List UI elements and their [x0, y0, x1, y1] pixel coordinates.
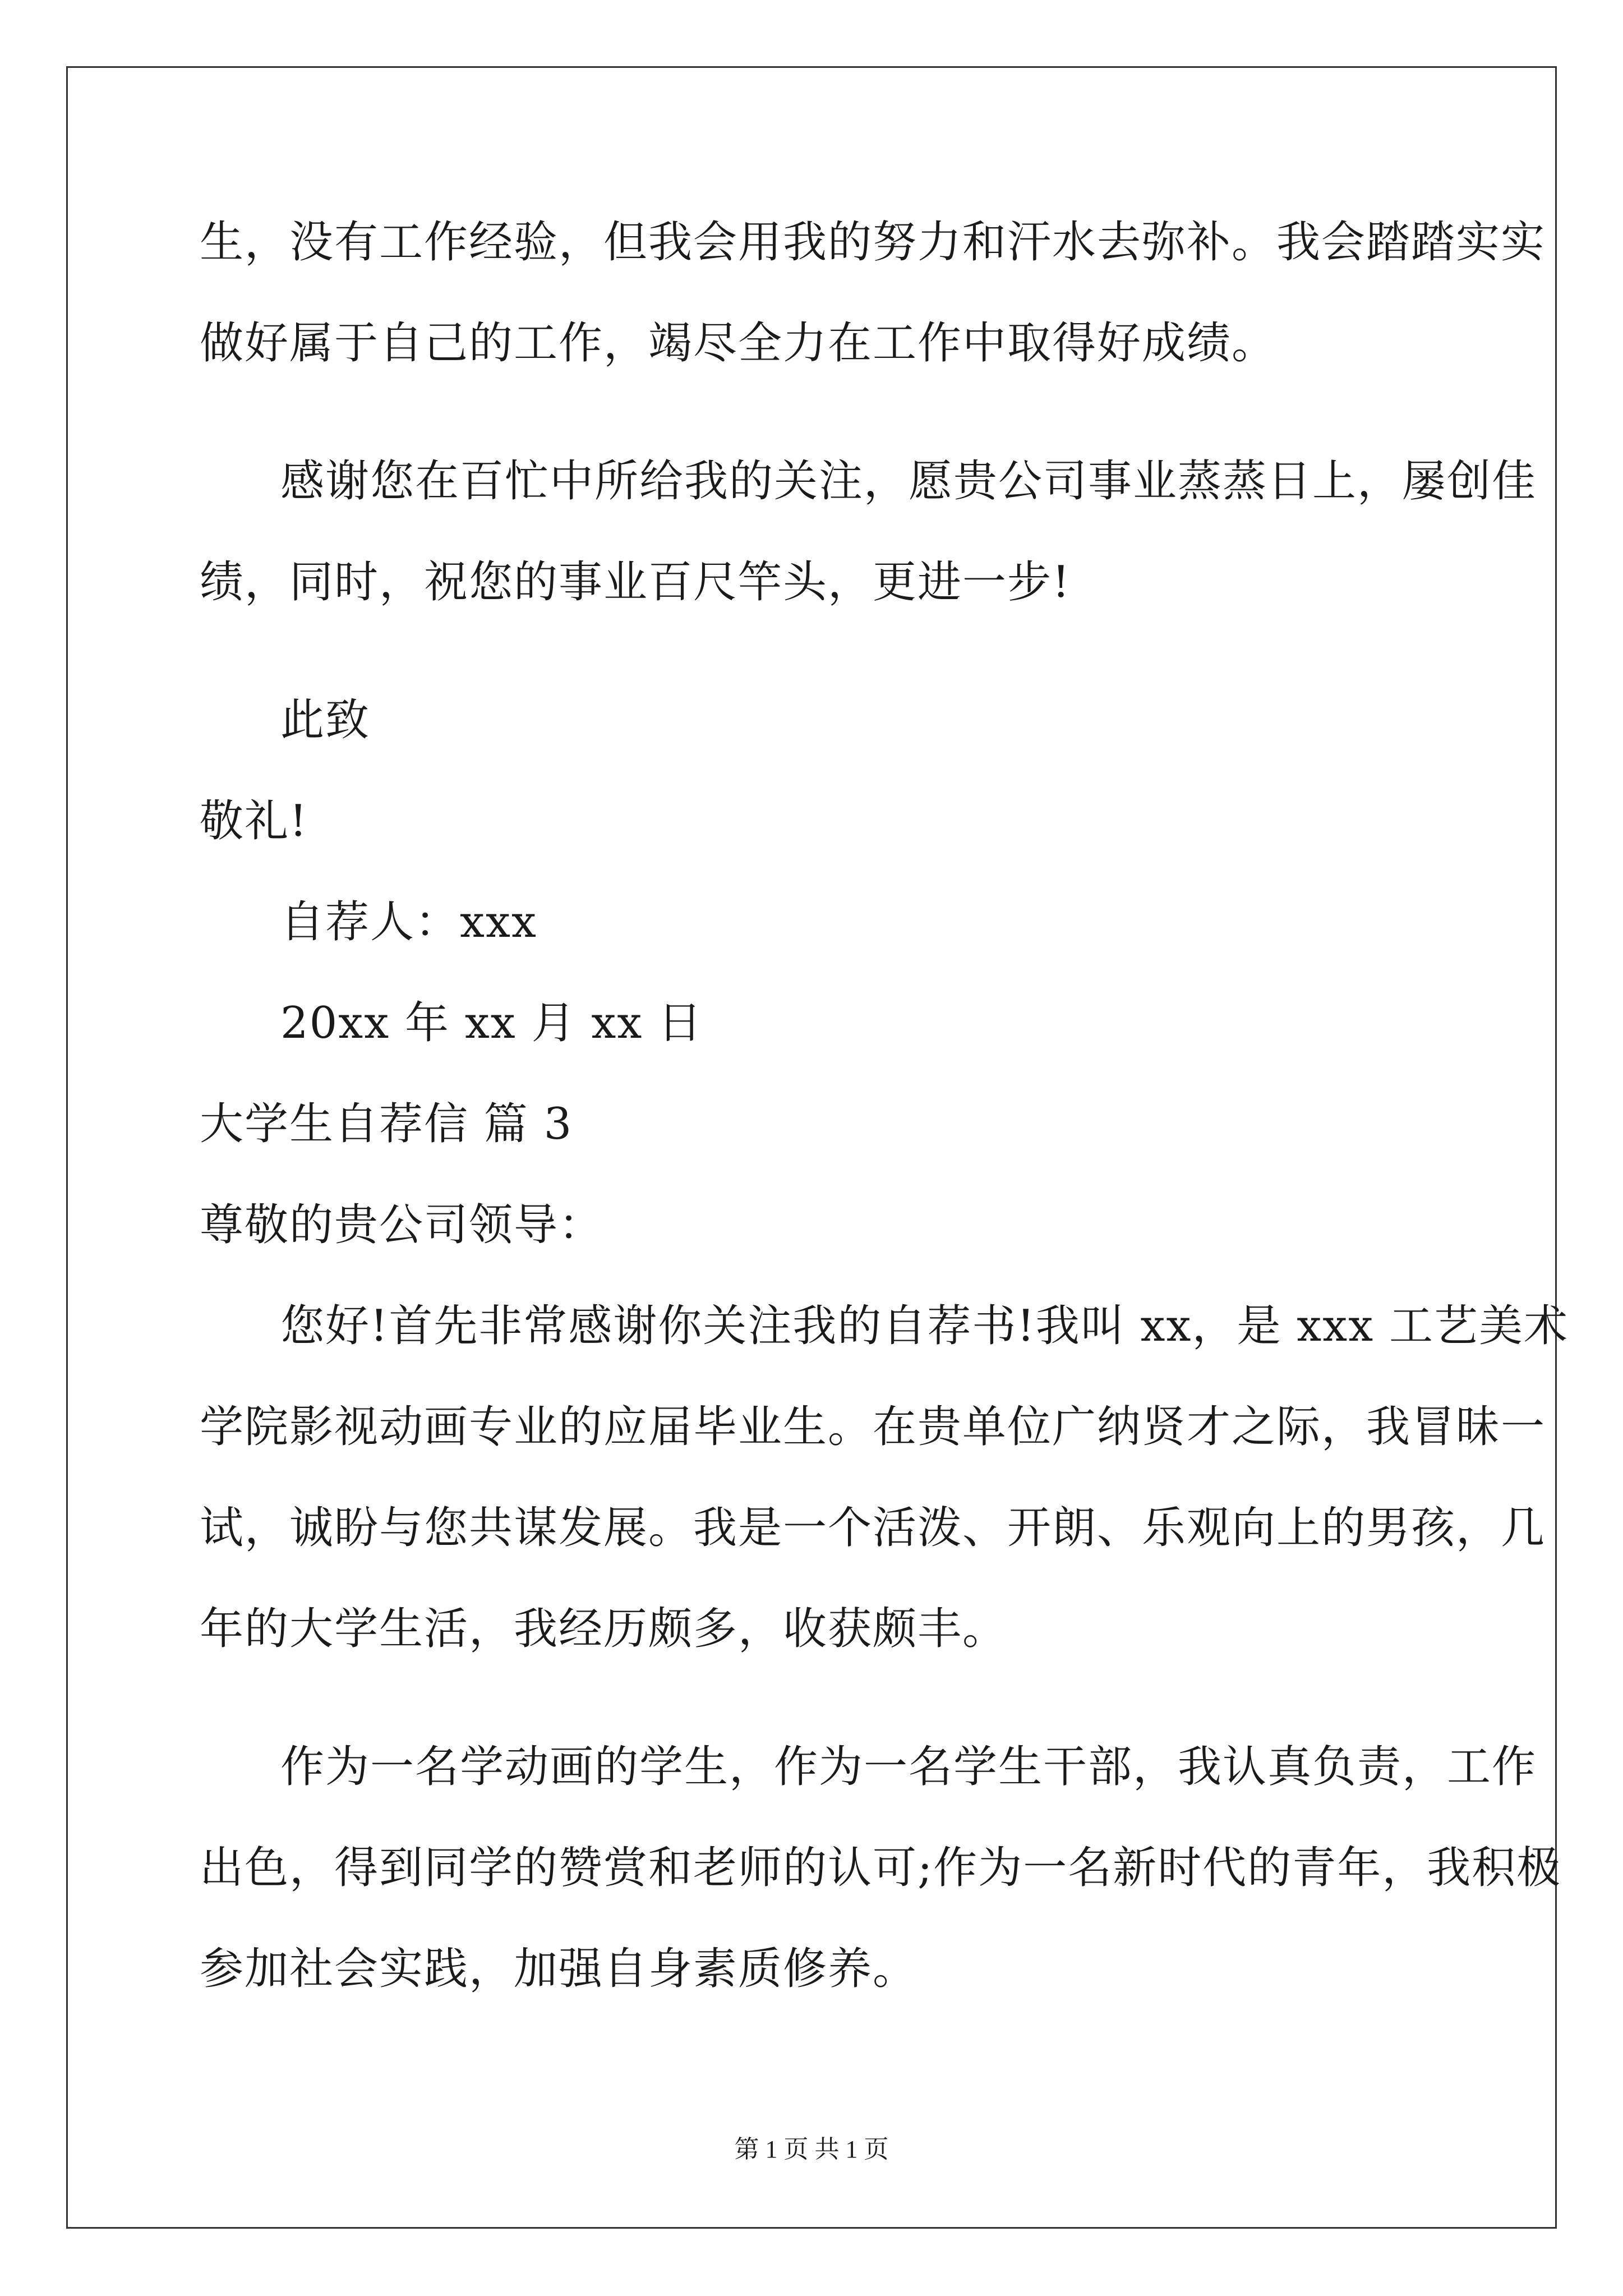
- paragraph-line: 学院影视动画专业的应届毕业生。在贵单位广纳贤才之际，我冒昧一: [200, 1402, 1546, 1452]
- paragraph-line: 参加社会实践，加强自身素质修养。: [200, 1944, 918, 1994]
- paragraph-line: 年的大学生活，我经历颇多，收获颇丰。: [200, 1604, 1008, 1654]
- paragraph-line: 出色，得到同学的赞赏和老师的认可;作为一名新时代的青年，我积极: [200, 1843, 1562, 1893]
- paragraph-line: 绩，同时，祝您的事业百尺竿头，更进一步!: [200, 557, 1071, 608]
- paragraph-line: 您好!首先非常感谢你关注我的自荐书!我叫 xx，是 xxx 工艺美术: [280, 1301, 1569, 1351]
- signature-line: 自荐人：xxx: [280, 897, 537, 947]
- paragraph-line: 作为一名学动画的学生，作为一名学生干部，我认真负责，工作: [280, 1742, 1537, 1792]
- greeting-line: 尊敬的贵公司领导：: [200, 1200, 604, 1250]
- paragraph-line: 做好属于自己的工作，竭尽全力在工作中取得好成绩。: [200, 318, 1277, 369]
- section-title: 大学生自荐信 篇 3: [200, 1099, 573, 1149]
- paragraph-line: 生，没有工作经验，但我会用我的努力和汗水去弥补。我会踏踏实实: [200, 217, 1546, 268]
- paragraph-line: 试，诚盼与您共谋发展。我是一个活泼、开朗、乐观向上的男孩，几: [200, 1503, 1546, 1553]
- date-line: 20xx 年 xx 月 xx 日: [280, 998, 703, 1048]
- salutation-closing: 敬礼!: [200, 796, 308, 846]
- page-footer: 第 1 页 共 1 页: [734, 2136, 889, 2163]
- closing-phrase: 此致: [280, 695, 371, 746]
- paragraph-line: 感谢您在百忙中所给我的关注，愿贵公司事业蒸蒸日上，屡创佳: [280, 456, 1537, 507]
